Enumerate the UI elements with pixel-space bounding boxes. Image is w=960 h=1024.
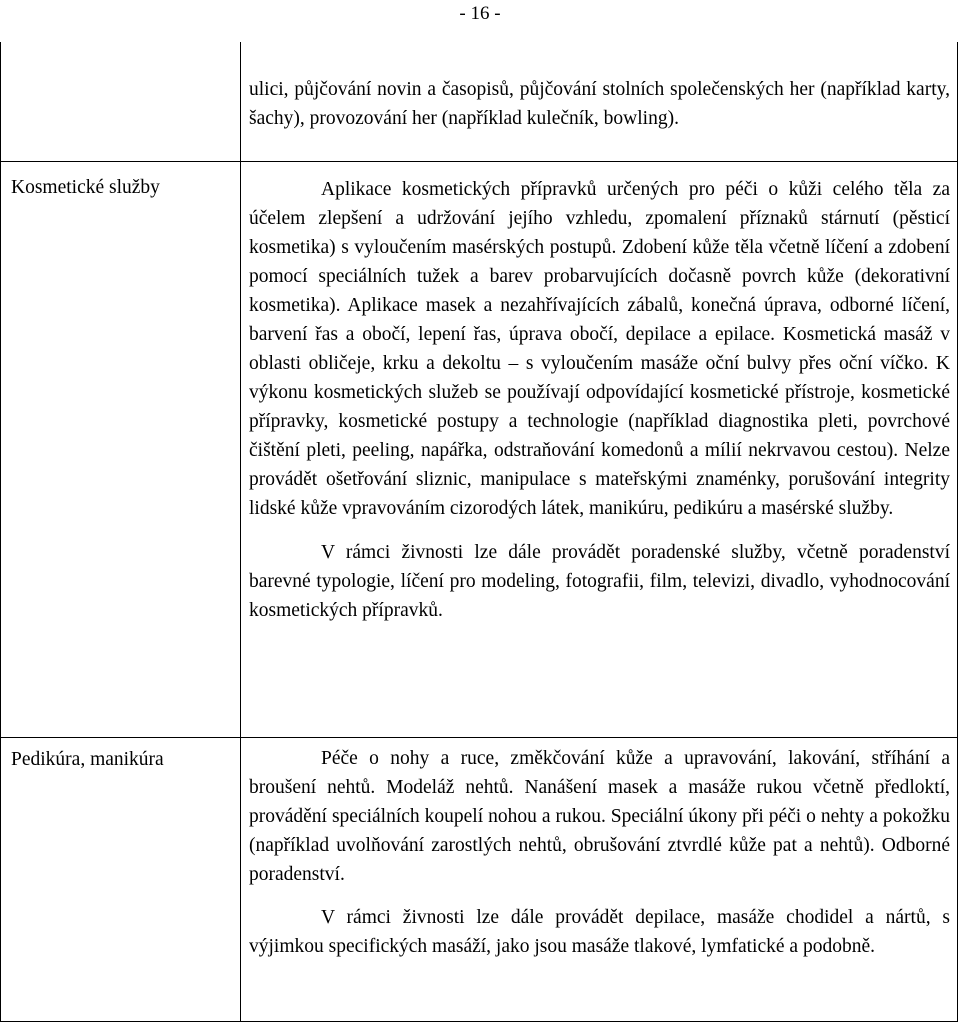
row-content-kosmeticke-sluzby — [249, 175, 950, 625]
paragraph: V rámci živnosti lze dále provádět poradenské služby, včetně poradenství barevné typologie, líčení pro modeling, fotografii, film, televizi, divadlo, vyhodnocování kosmetických přípravků. — [249, 542, 950, 621]
paragraph: V rámci živnosti lze dále provádět depilace, masáže chodidel a nártů, s výjimkou specifických masáží, jako jsou masáže tlakové, lymfatické a podobně. — [249, 907, 950, 957]
paragraph: Aplikace kosmetických přípravků určených pro péči o kůži celého těla za účelem zlepšení a udržování jejího vzhledu, zpomalení příznaků stárnutí (pěsticí kosmetika) s vyloučením masérských postupů. Zdobení kůže těla včetně líčení a zdobení pomocí speciálních tužek a barev probarvujících dočasně povrch kůže (dekorativní kosmetika). Aplikace masek a nezahřívajících zábalů, konečná úprava, odborné líčení, barvení řas a obočí, lepení řas, úprava obočí, depilace a epilace. Kosmetická masáž v oblasti obličeje, krku a dekoltu – s vyloučením masáže oční bulvy přes oční víčko. K výkonu kosmetických služeb se používají odpovídající kosmetické přístroje, kosmetické přípravky, kosmetické postupy a technologie (například diagnostika pleti, povrchové čištění pleti, peeling, napářka, odstraňování komedonů a mílií nekrvavou cestou). Nelze provádět ošetřování sliznic, manipulace s mateřskými znaménky, porušování integrity lidské kůže vpravováním cizorodých látek, manikúru, pedikúru a masérské služby. — [249, 179, 950, 519]
paragraph: ulici, půjčování novin a časopisů, půjčování stolních společenských her (například karty, šachy), provozování her (například kulečník, bowling). — [249, 79, 950, 129]
row-divider — [1, 161, 957, 162]
row-content-pedikura-manikura — [249, 744, 950, 961]
row-label-kosmeticke-sluzby: Kosmetické služby — [11, 177, 160, 198]
page-number: - 16 - — [459, 3, 501, 24]
trade-description-table — [0, 42, 958, 1022]
row-label-pedikura-manikura: Pedikúra, manikúra — [11, 749, 164, 770]
paragraph: Péče o nohy a ruce, změkčování kůže a upravování, lakování, stříhání a broušení nehtů. Modeláž nehtů. Nanášení masek a masáže rukou včetně předloktí, provádění speciálních koupelí nohou a rukou. Speciální úkony při péči o nehty a pokožku (například uvolňování zarostlých nehtů, obrušování ztvrdlé kůže pat a nehtů). Odborné poradenství. — [249, 748, 950, 885]
row-continuation-content — [249, 75, 950, 133]
row-divider — [1, 737, 957, 738]
